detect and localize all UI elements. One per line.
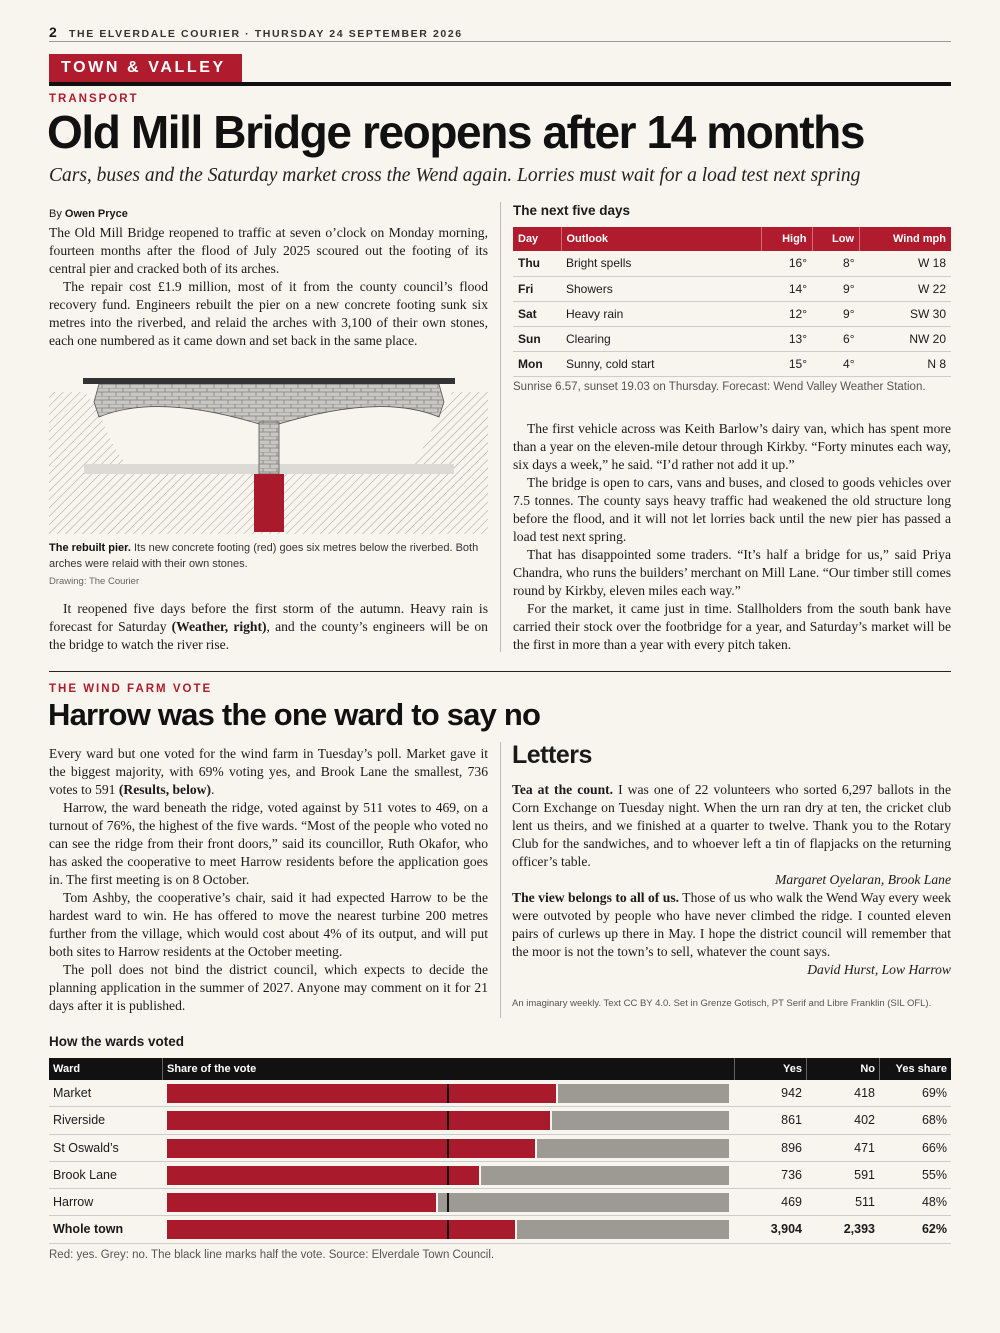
header-separator xyxy=(806,1058,807,1080)
forecast-outlook: Showers xyxy=(561,276,761,301)
votes-table xyxy=(49,1058,951,1244)
bridge-caption xyxy=(49,540,488,572)
votes-header-row xyxy=(49,1058,951,1080)
vote-share-bar xyxy=(167,1111,729,1130)
no-count: 471 xyxy=(854,1140,875,1155)
lead-paragraph-3 xyxy=(49,600,488,654)
forecast-row xyxy=(513,351,951,376)
forecast-low: 6° xyxy=(812,326,859,351)
forecast-day: Sun xyxy=(513,326,561,351)
vote-share-bar xyxy=(167,1220,729,1239)
forecast-low: 9° xyxy=(812,276,859,301)
forecast-wind: N 8 xyxy=(860,351,952,376)
p3-bold: (Weather, right) xyxy=(171,619,267,634)
second-headline: Harrow was the one ward to say no xyxy=(48,697,541,732)
forecast-header-low: Low xyxy=(812,227,859,251)
lead-paragraph-6: That has disappointed some traders. “It’s half a bridge for us,” said Priya Chandra, who runs the builders’ merchant on Mill Lane. “Our timber still comes round by Kirkby, eleven miles each way.” xyxy=(513,547,951,598)
votes-rows xyxy=(49,1080,951,1244)
votes-header-share: Share of the vote xyxy=(167,1063,257,1075)
forecast-outlook: Clearing xyxy=(561,326,761,351)
lead-kicker: TRANSPORT xyxy=(49,93,139,105)
bridge-drawing xyxy=(49,372,488,534)
second-p1-a: Every ward but one voted for the wind farm in Tuesday’s poll. Market gave it the biggest majority, with 69% voting yes, and Brook Lane the smallest, 736 votes to 591 xyxy=(49,746,488,797)
forecast-outlook: Sunny, cold start xyxy=(561,351,761,376)
table-row xyxy=(49,1189,951,1216)
no-bar xyxy=(517,1220,729,1239)
letter-2-signature: David Hurst, Low Harrow xyxy=(807,962,951,977)
lead-paragraph-5: The bridge is open to cars, vans and buses, and closed to goods vehicles over 7.5 tonnes. The county says heavy traffic had weakened the old structure long before the flood, and it will not let lorries back until the new pier has passed a load test next spring. xyxy=(513,475,951,544)
vote-share-bar xyxy=(167,1193,729,1212)
forecast-header-outlook: Outlook xyxy=(561,227,761,251)
half-vote-line xyxy=(447,1084,449,1103)
lead-paragraph-1: The Old Mill Bridge reopened to traffic at seven o’clock on Monday morning, fourteen months after the flood of July 2025 scoured out the footing of its central pier and cracked both of its arches. xyxy=(49,225,488,276)
section-tab: TOWN & VALLEY xyxy=(49,54,242,83)
forecast-header-row xyxy=(513,227,951,251)
letter-2-text: Those of us who walk the Wend Way every week were outvoted by people who have never climbed the ridge. I counted eleven pairs of curlews up there in May. I hope the district council will remember that the moor is not the town’s to sell, whatever the count says. xyxy=(512,890,951,959)
forecast-wind: NW 20 xyxy=(860,326,952,351)
page-number: 2 xyxy=(49,24,57,40)
p3-b: , and the county’s engineers will be on the bridge to watch the river rise. xyxy=(49,619,488,652)
yes-bar xyxy=(167,1139,535,1158)
forecast-high: 12° xyxy=(761,301,812,326)
column-rule-bottom xyxy=(500,742,501,1018)
votes-header-no: No xyxy=(860,1063,875,1075)
forecast-wind: SW 30 xyxy=(860,301,952,326)
no-count: 511 xyxy=(855,1195,875,1210)
forecast-header-high: High xyxy=(761,227,812,251)
lead-standfirst: Cars, buses and the Saturday market cross the Wend again. Lorries must wait for a load test next spring xyxy=(49,165,861,186)
second-kicker: THE WIND FARM VOTE xyxy=(49,683,213,695)
no-bar xyxy=(558,1084,729,1103)
forecast-row xyxy=(513,276,951,301)
votes-header-yes: Yes xyxy=(783,1063,802,1075)
yes-share: 68% xyxy=(921,1113,947,1128)
forecast-day: Mon xyxy=(513,351,561,376)
votes-header-yes-share: Yes share xyxy=(895,1063,947,1075)
forecast-row xyxy=(513,251,951,276)
forecast-day: Thu xyxy=(513,251,561,276)
second-paragraph-1 xyxy=(49,745,488,799)
second-p1-b: . xyxy=(211,782,215,797)
yes-bar xyxy=(167,1166,479,1185)
letter-1-title: Tea at the count. xyxy=(512,782,614,797)
caption-text: Its new concrete footing (red) goes six metres below the riverbed. Both arches were relaid with their own stones. xyxy=(49,542,479,570)
yes-share: 55% xyxy=(921,1167,947,1182)
second-paragraph-3: Tom Ashby, the cooperative’s chair, said it had expected Harrow to be the hardest ward to win. He has offered to move the nearest turbine 200 metres further from the village, which would cost about 4% of its output, and will put both sites to Harrow residents at the October meeting. xyxy=(49,890,488,959)
forecast-row xyxy=(513,326,951,351)
lead-column-1 xyxy=(49,205,488,350)
lead-paragraph-4: The first vehicle across was Keith Barlow’s dairy van, which has spent more than a year on the eleven-mile detour through Kirkby. “Forty minutes each way, six days a week,” he said. “I’d rather not add it up.” xyxy=(513,421,951,472)
forecast-low: 9° xyxy=(812,301,859,326)
lead-column-1-cont xyxy=(49,600,488,654)
no-count: 591 xyxy=(854,1167,875,1182)
ward-name: Market xyxy=(53,1086,92,1100)
forecast-low: 4° xyxy=(812,351,859,376)
yes-count: 942 xyxy=(781,1086,802,1100)
letter-1 xyxy=(512,781,951,871)
forecast-table xyxy=(513,227,951,377)
table-row xyxy=(49,1080,951,1107)
forecast-high: 13° xyxy=(761,326,812,351)
ward-name: Brook Lane xyxy=(53,1167,117,1182)
second-p1-bold: (Results, below) xyxy=(118,782,212,797)
byline-prefix: By xyxy=(49,208,62,220)
header-separator xyxy=(162,1058,163,1080)
yes-count: 469 xyxy=(781,1195,802,1210)
yes-bar xyxy=(167,1220,515,1239)
no-count: 402 xyxy=(854,1113,875,1128)
byline-name: Owen Pryce xyxy=(64,208,128,220)
letter-2 xyxy=(512,889,951,961)
yes-share: 69% xyxy=(921,1086,947,1100)
second-column xyxy=(49,745,488,1015)
forecast-day: Sat xyxy=(513,301,561,326)
letter-2-title: The view belongs to all of us. xyxy=(512,890,680,905)
yes-share: 66% xyxy=(921,1140,947,1155)
second-paragraph-2: Harrow, the ward beneath the ridge, voted against by 511 votes to 469, on a turnout of 76%, the highest of the five wards. “Most of the people who voted no can see the ridge from their front doors,” said its councillor, Ruth Okafor, who has asked the cooperative to meet Harrow residents before the application goes in. The first meeting is on 8 October. xyxy=(49,800,488,887)
forecast-title: The next five days xyxy=(513,203,631,218)
lead-column-2 xyxy=(513,420,951,654)
yes-bar xyxy=(167,1084,556,1103)
no-bar xyxy=(552,1111,729,1130)
yes-count: 861 xyxy=(781,1113,802,1128)
letter-1-signature: Margaret Oyelaran, Brook Lane xyxy=(775,872,951,887)
ward-name: St Oswald’s xyxy=(53,1140,119,1155)
yes-count: 3,904 xyxy=(770,1222,802,1237)
yes-bar xyxy=(167,1193,436,1212)
votes-title: How the wards voted xyxy=(49,1034,185,1049)
votes-note: Red: yes. Grey: no. The black line marks half the vote. Source: Elverdale Town Council. xyxy=(49,1249,495,1261)
forecast-wind: W 18 xyxy=(860,251,952,276)
forecast-note: Sunrise 6.57, sunset 19.03 on Thursday. Forecast: Wend Valley Weather Station. xyxy=(513,381,926,393)
no-bar xyxy=(537,1139,729,1158)
letters-title: Letters xyxy=(512,741,592,769)
lead-headline: Old Mill Bridge reopens after 14 months xyxy=(47,106,864,158)
votes-header-ward: Ward xyxy=(53,1063,81,1075)
forecast-header-wind: Wind mph xyxy=(860,227,952,251)
second-paragraph-4: The poll does not bind the district council, which expects to decide the planning application in the summer of 2027. Anyone may comment on it for 21 days after it is published. xyxy=(49,962,488,1013)
half-vote-line xyxy=(447,1139,449,1158)
table-row xyxy=(49,1107,951,1134)
table-row xyxy=(49,1162,951,1189)
caption-bold: The rebuilt pier. xyxy=(49,542,131,554)
header-separator xyxy=(879,1058,880,1080)
forecast-header-day: Day xyxy=(513,227,561,251)
no-count: 418 xyxy=(854,1086,875,1100)
half-vote-line xyxy=(447,1166,449,1185)
yes-count: 736 xyxy=(781,1167,802,1182)
lead-paragraph-7: For the market, it came just in time. Stallholders from the south bank have carried their stock over the footbridge for a year, and Saturday’s market will be the first in more than a year with every pitch taken. xyxy=(513,601,951,652)
colophon: An imaginary weekly. Text CC BY 4.0. Set in Grenze Gotisch, PT Serif and Libre Franklin (SIL OFL). xyxy=(512,998,932,1009)
p3-a: It reopened five days before the first storm of the autumn. Heavy rain is forecast for Saturday xyxy=(49,601,488,634)
section-rule xyxy=(49,82,951,86)
table-row xyxy=(49,1135,951,1162)
forecast-day: Fri xyxy=(513,276,561,301)
forecast-outlook: Bright spells xyxy=(561,251,761,276)
lead-paragraph-2: The repair cost £1.9 million, most of it from the county council’s flood recovery fund. Engineers rebuilt the pier on a new concrete footing sunk six metres into the riverbed, and relaid the arches with 3,100 of their own stones, each one numbered as it came down and set back in the same place. xyxy=(49,279,488,348)
masthead-title: THE ELVERDALE COURIER · THURSDAY 24 SEPTEMBER 2026 xyxy=(69,28,463,40)
letters-column xyxy=(512,781,951,979)
vote-share-bar xyxy=(167,1166,729,1185)
half-vote-line xyxy=(447,1193,449,1212)
vote-share-bar xyxy=(167,1084,729,1103)
forecast-outlook: Heavy rain xyxy=(561,301,761,326)
half-vote-line xyxy=(447,1111,449,1130)
no-count: 2,393 xyxy=(843,1222,875,1237)
forecast-row xyxy=(513,301,951,326)
forecast-high: 14° xyxy=(761,276,812,301)
story-divider xyxy=(49,671,951,672)
yes-count: 896 xyxy=(781,1140,802,1155)
forecast-high: 16° xyxy=(761,251,812,276)
no-bar xyxy=(438,1193,729,1212)
forecast-high: 15° xyxy=(761,351,812,376)
votes-total-row xyxy=(49,1216,951,1243)
half-vote-line xyxy=(447,1220,449,1239)
forecast-low: 8° xyxy=(812,251,859,276)
yes-share: 62% xyxy=(921,1222,947,1237)
yes-bar xyxy=(167,1111,550,1130)
vote-share-bar xyxy=(167,1139,729,1158)
byline xyxy=(49,205,488,223)
letter-1-text: I was one of 22 volunteers who sorted 6,297 ballots in the Corn Exchange on Tuesday night. When the urn ran dry at ten, the cricket club lent us theirs, and we finished at a quarter to twelve. Thank you to the Rotary Club for the sandwiches, and to whoever left a tin of flapjacks on the returning officer’s table. xyxy=(512,782,951,869)
ward-name: Riverside xyxy=(53,1113,106,1128)
ward-name: Whole town xyxy=(53,1222,124,1237)
no-bar xyxy=(481,1166,729,1185)
folio-bar xyxy=(49,24,951,42)
forecast-wind: W 22 xyxy=(860,276,952,301)
ward-name: Harrow xyxy=(53,1195,94,1210)
yes-share: 48% xyxy=(921,1195,947,1210)
header-separator xyxy=(734,1058,735,1080)
drawing-credit: Drawing: The Courier xyxy=(49,576,140,587)
column-rule-top xyxy=(500,202,501,652)
